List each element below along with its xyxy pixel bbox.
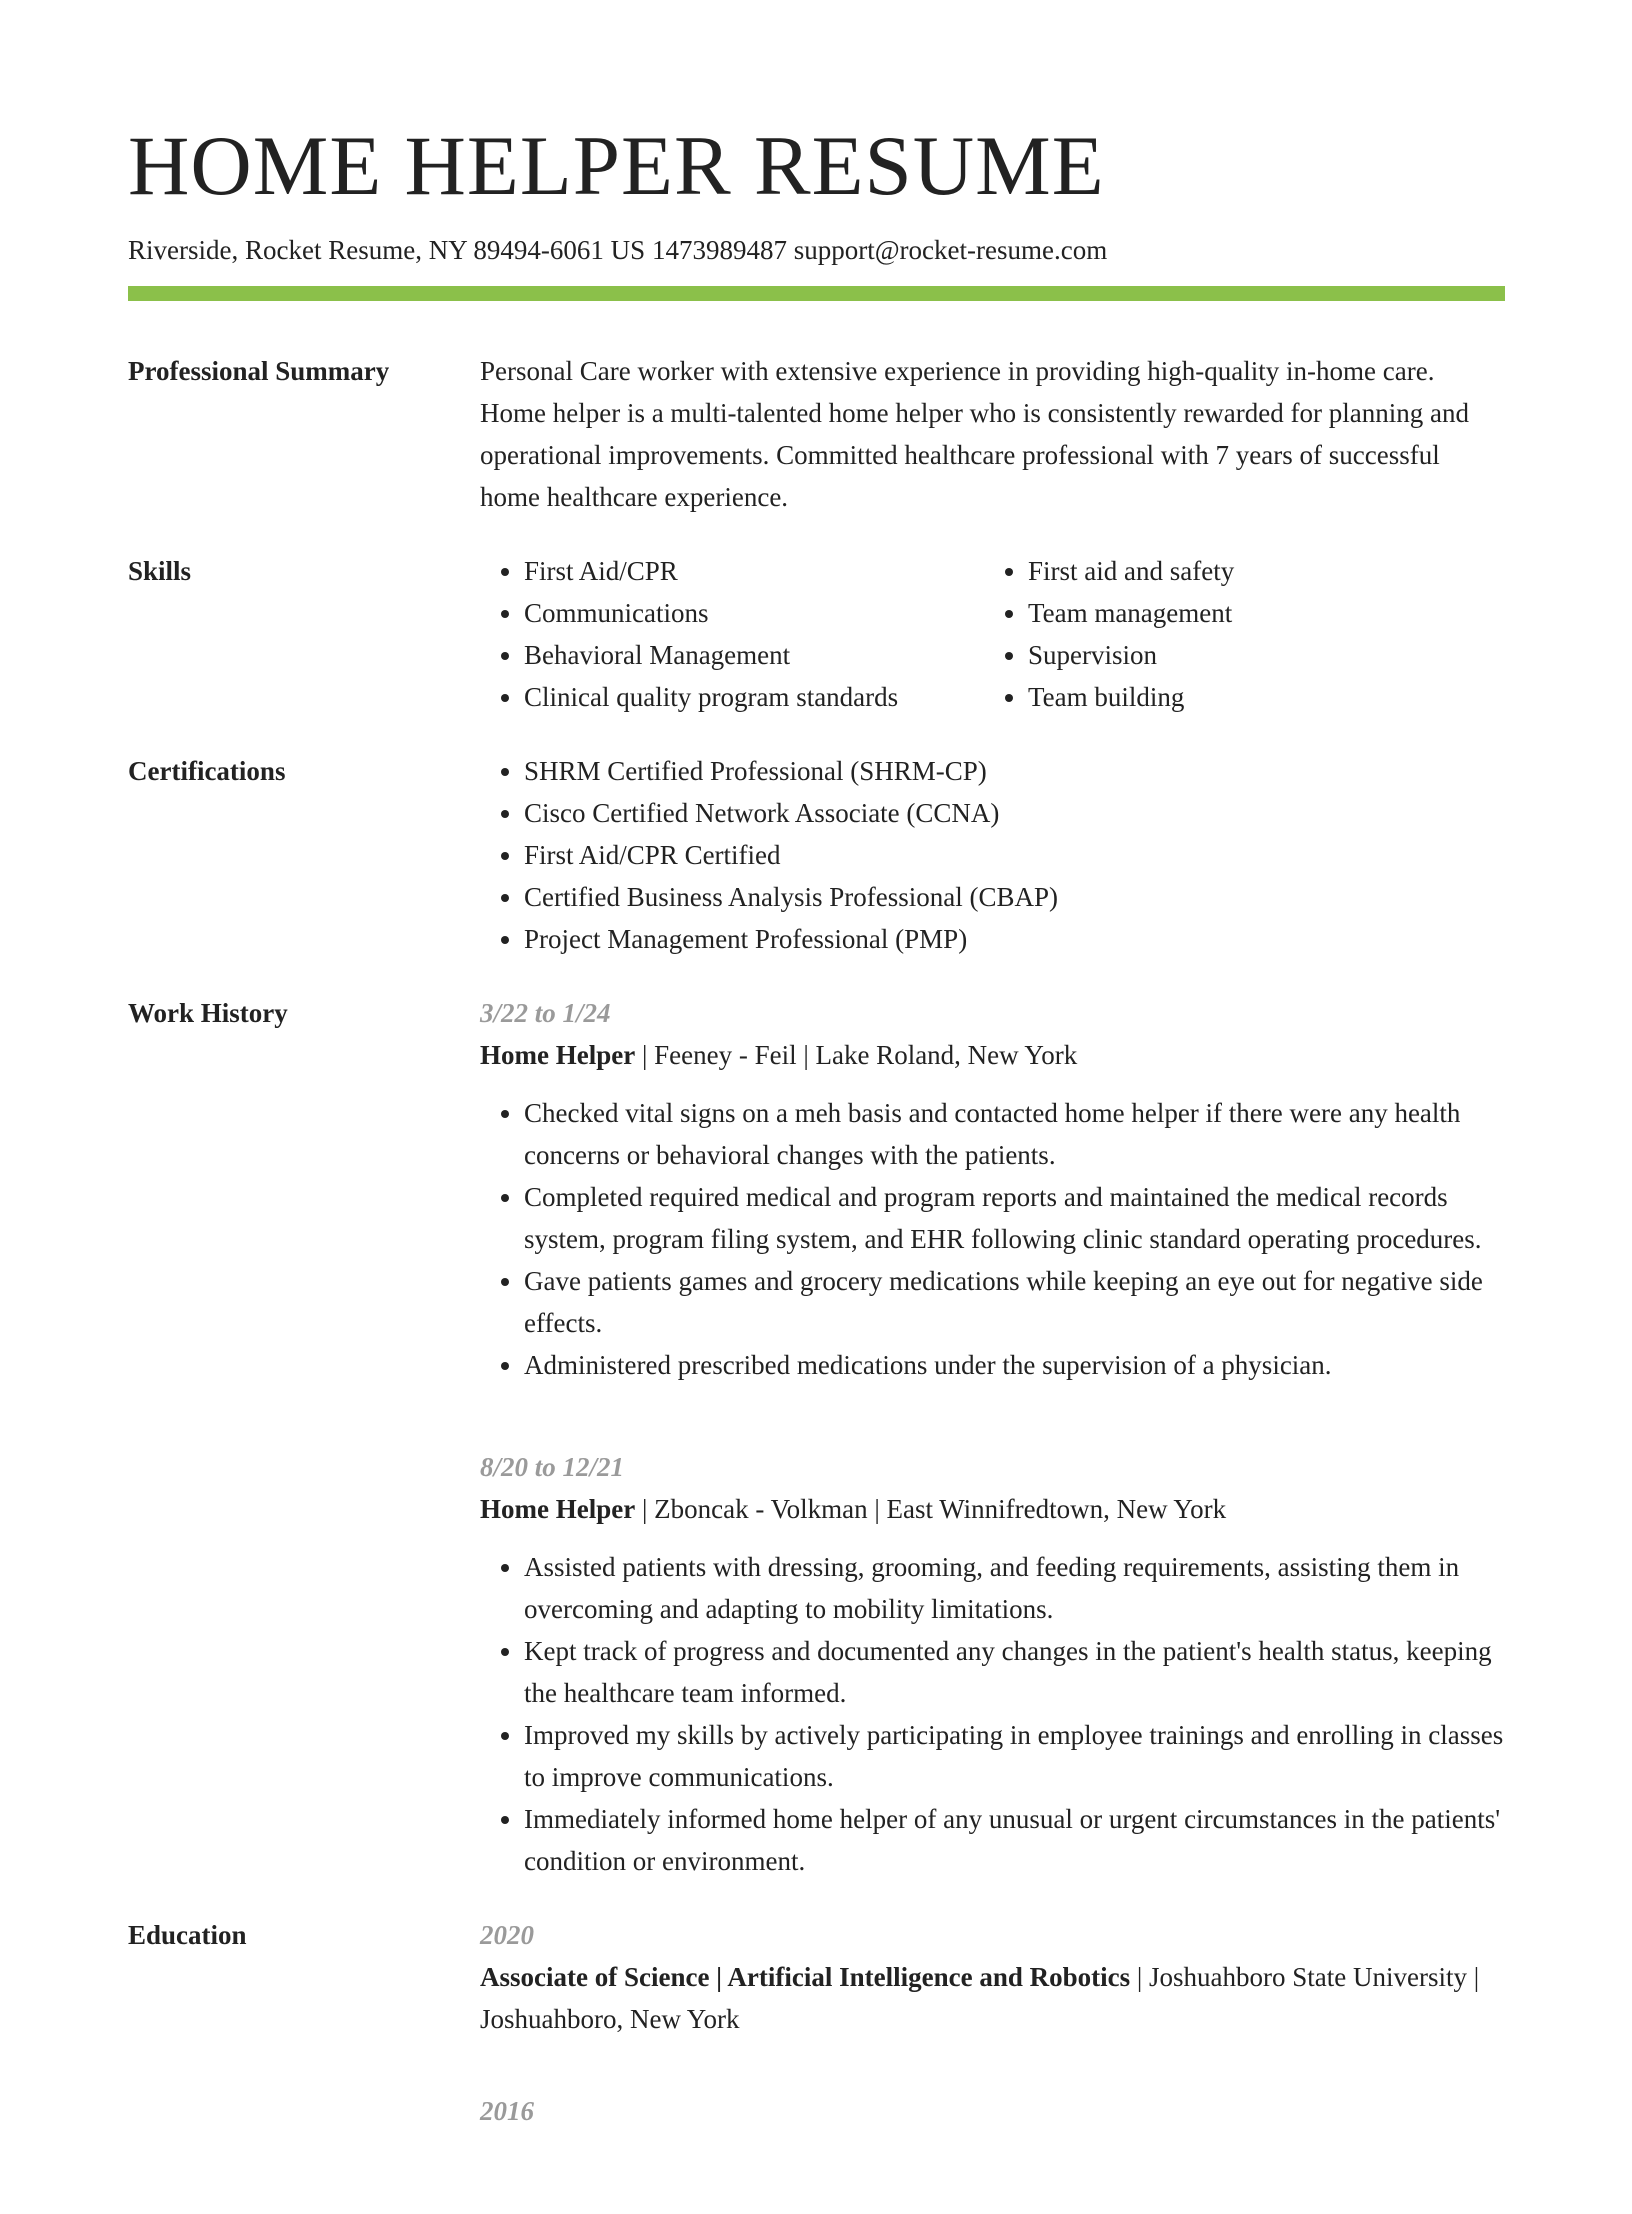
skills-content bbox=[480, 550, 1505, 718]
job-title: Home Helper bbox=[480, 1040, 636, 1070]
education-content bbox=[480, 1914, 1505, 2182]
summary-content bbox=[480, 350, 1505, 518]
job-duty-item: • Administered prescribed medications under the supervision of a physician. bbox=[524, 1344, 1505, 1386]
education-section bbox=[128, 1914, 1505, 2182]
education-entry bbox=[480, 1914, 1505, 2040]
skills-list-left bbox=[480, 550, 984, 718]
job-employer-location: | Zboncak - Volkman | East Winnifredtown, New York bbox=[635, 1494, 1227, 1524]
job-duty-item: • Improved my skills by actively participating in employee trainings and enrolling in classes to improve communications. bbox=[524, 1714, 1505, 1798]
education-degree-line bbox=[480, 1956, 1505, 2040]
certification-item: • SHRM Certified Professional (SHRM-CP) bbox=[524, 750, 1505, 792]
job-dates: 8/20 to 12/21 bbox=[480, 1452, 625, 1482]
skills-section bbox=[128, 550, 1505, 718]
section-label-skills: Skills bbox=[128, 556, 192, 586]
work-history-section bbox=[128, 992, 1505, 1882]
job-duties-list bbox=[480, 1092, 1505, 1386]
job-role-line bbox=[480, 1488, 1505, 1530]
skill-item: • First Aid/CPR bbox=[524, 550, 984, 592]
skill-item: • Team building bbox=[1028, 676, 1234, 718]
certification-item: • First Aid/CPR Certified bbox=[524, 834, 1505, 876]
education-entry bbox=[480, 2090, 1505, 2132]
job-duties-list bbox=[480, 1546, 1505, 1882]
section-label-summary: Professional Summary bbox=[128, 356, 390, 386]
education-institution: | Joshuahboro State University | Joshuahboro, New York bbox=[480, 1962, 1480, 2034]
certification-item: • Certified Business Analysis Professional (CBAP) bbox=[524, 876, 1505, 918]
certification-item: • Project Management Professional (PMP) bbox=[524, 918, 1505, 960]
job-entry bbox=[480, 992, 1505, 1386]
skill-item: • Team management bbox=[1028, 592, 1234, 634]
contact-line: Riverside, Rocket Resume, NY 89494-6061 US 1473989487 support@rocket-resume.com bbox=[128, 235, 1108, 265]
section-label-education: Education bbox=[128, 1920, 247, 1950]
certifications-content bbox=[480, 750, 1505, 960]
certifications-list bbox=[480, 750, 1505, 960]
education-date: 2020 bbox=[480, 1920, 534, 1950]
summary-text: Personal Care worker with extensive experience in providing high-quality in-home care. Home helper is a multi-talented home helper who is consistently rewarded for planning and operational improvements. Committed healthcare professional with 7 years of successful home healthcare experience. bbox=[480, 356, 1469, 512]
job-duty-item: • Completed required medical and program reports and maintained the medical records system, program filing system, and EHR following clinic standard operating procedures. bbox=[524, 1176, 1505, 1260]
skill-item: • Clinical quality program standards bbox=[524, 676, 984, 718]
skill-item: • Supervision bbox=[1028, 634, 1234, 676]
job-duty-item: • Checked vital signs on a meh basis and contacted home helper if there were any health concerns or behavioral changes with the patients. bbox=[524, 1092, 1505, 1176]
job-entry bbox=[480, 1446, 1505, 1882]
job-duty-item: • Kept track of progress and documented any changes in the patient's health status, keeping the healthcare team informed. bbox=[524, 1630, 1505, 1714]
section-label-work-history: Work History bbox=[128, 998, 288, 1028]
section-label-certifications: Certifications bbox=[128, 756, 286, 786]
summary-section bbox=[128, 350, 1505, 518]
skill-item: • Communications bbox=[524, 592, 984, 634]
job-duty-item: • Gave patients games and grocery medications while keeping an eye out for negative side effects. bbox=[524, 1260, 1505, 1344]
skill-item: • Behavioral Management bbox=[524, 634, 984, 676]
job-duty-item: • Assisted patients with dressing, grooming, and feeding requirements, assisting them in overcoming and adapting to mobility limitations. bbox=[524, 1546, 1505, 1630]
job-role-line bbox=[480, 1034, 1505, 1076]
skills-list-right bbox=[984, 550, 1234, 718]
certifications-section bbox=[128, 750, 1505, 960]
job-title: Home Helper bbox=[480, 1494, 636, 1524]
work-history-content bbox=[480, 992, 1505, 1882]
education-degree: Associate of Science | Artificial Intelligence and Robotics bbox=[480, 1962, 1131, 1992]
resume-sections bbox=[128, 350, 1505, 2214]
education-date: 2016 bbox=[480, 2096, 534, 2126]
certification-item: • Cisco Certified Network Associate (CCNA) bbox=[524, 792, 1505, 834]
skill-item: • First aid and safety bbox=[1028, 550, 1234, 592]
accent-divider bbox=[128, 286, 1505, 301]
job-employer-location: | Feeney - Feil | Lake Roland, New York bbox=[635, 1040, 1078, 1070]
job-dates: 3/22 to 1/24 bbox=[480, 998, 611, 1028]
job-duty-item: • Immediately informed home helper of any unusual or urgent circumstances in the patients' condition or environment. bbox=[524, 1798, 1505, 1882]
resume-title: HOME HELPER RESUME bbox=[128, 119, 1105, 213]
